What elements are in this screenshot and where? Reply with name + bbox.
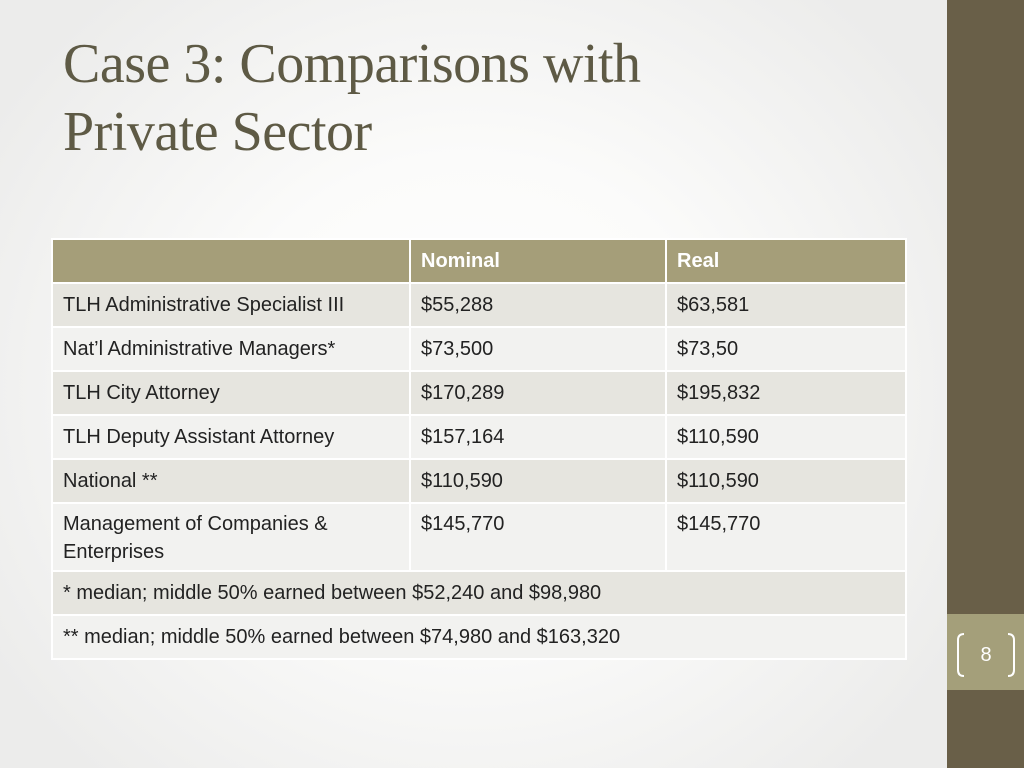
table-footnote-row — [52, 615, 906, 659]
cell-real: $195,832 — [666, 371, 906, 415]
cell-nominal: $55,288 — [410, 283, 666, 327]
header-cell-real: Real — [666, 239, 906, 283]
page-number: 8 — [980, 644, 992, 666]
table-row — [52, 371, 906, 415]
slide-title-line-2: Private Sector — [63, 101, 372, 163]
footnote-double-asterisk: ** median; middle 50% earned between $74,980 and $163,320 — [52, 615, 906, 659]
cell-nominal: $145,770 — [410, 503, 666, 571]
cell-real: $63,581 — [666, 283, 906, 327]
cell-position: TLH Administrative Specialist III — [52, 283, 410, 327]
table-row — [52, 503, 906, 571]
slide-title-line-1: Case 3: Comparisons with — [63, 33, 641, 95]
table-row — [52, 327, 906, 371]
table-row — [52, 283, 906, 327]
cell-real: $73,50 — [666, 327, 906, 371]
cell-nominal: $73,500 — [410, 327, 666, 371]
cell-real: $145,770 — [666, 503, 906, 571]
header-cell-position — [52, 239, 410, 283]
cell-position: TLH Deputy Assistant Attorney — [52, 415, 410, 459]
cell-position: National ** — [52, 459, 410, 503]
page-number-badge — [954, 632, 1018, 678]
cell-nominal: $110,590 — [410, 459, 666, 503]
cell-position: Management of Companies & Enterprises — [52, 503, 410, 571]
table-footnote-row — [52, 571, 906, 615]
table-row — [52, 459, 906, 503]
cell-nominal: $157,164 — [410, 415, 666, 459]
cell-real: $110,590 — [666, 415, 906, 459]
header-cell-nominal: Nominal — [410, 239, 666, 283]
cell-nominal: $170,289 — [410, 371, 666, 415]
table-header-row — [52, 239, 906, 283]
cell-real: $110,590 — [666, 459, 906, 503]
table-row — [52, 415, 906, 459]
salary-comparison-table — [51, 238, 907, 660]
cell-position: TLH City Attorney — [52, 371, 410, 415]
footnote-single-asterisk: * median; middle 50% earned between $52,240 and $98,980 — [52, 571, 906, 615]
cell-position: Nat’l Administrative Managers* — [52, 327, 410, 371]
slide-title — [63, 30, 923, 166]
